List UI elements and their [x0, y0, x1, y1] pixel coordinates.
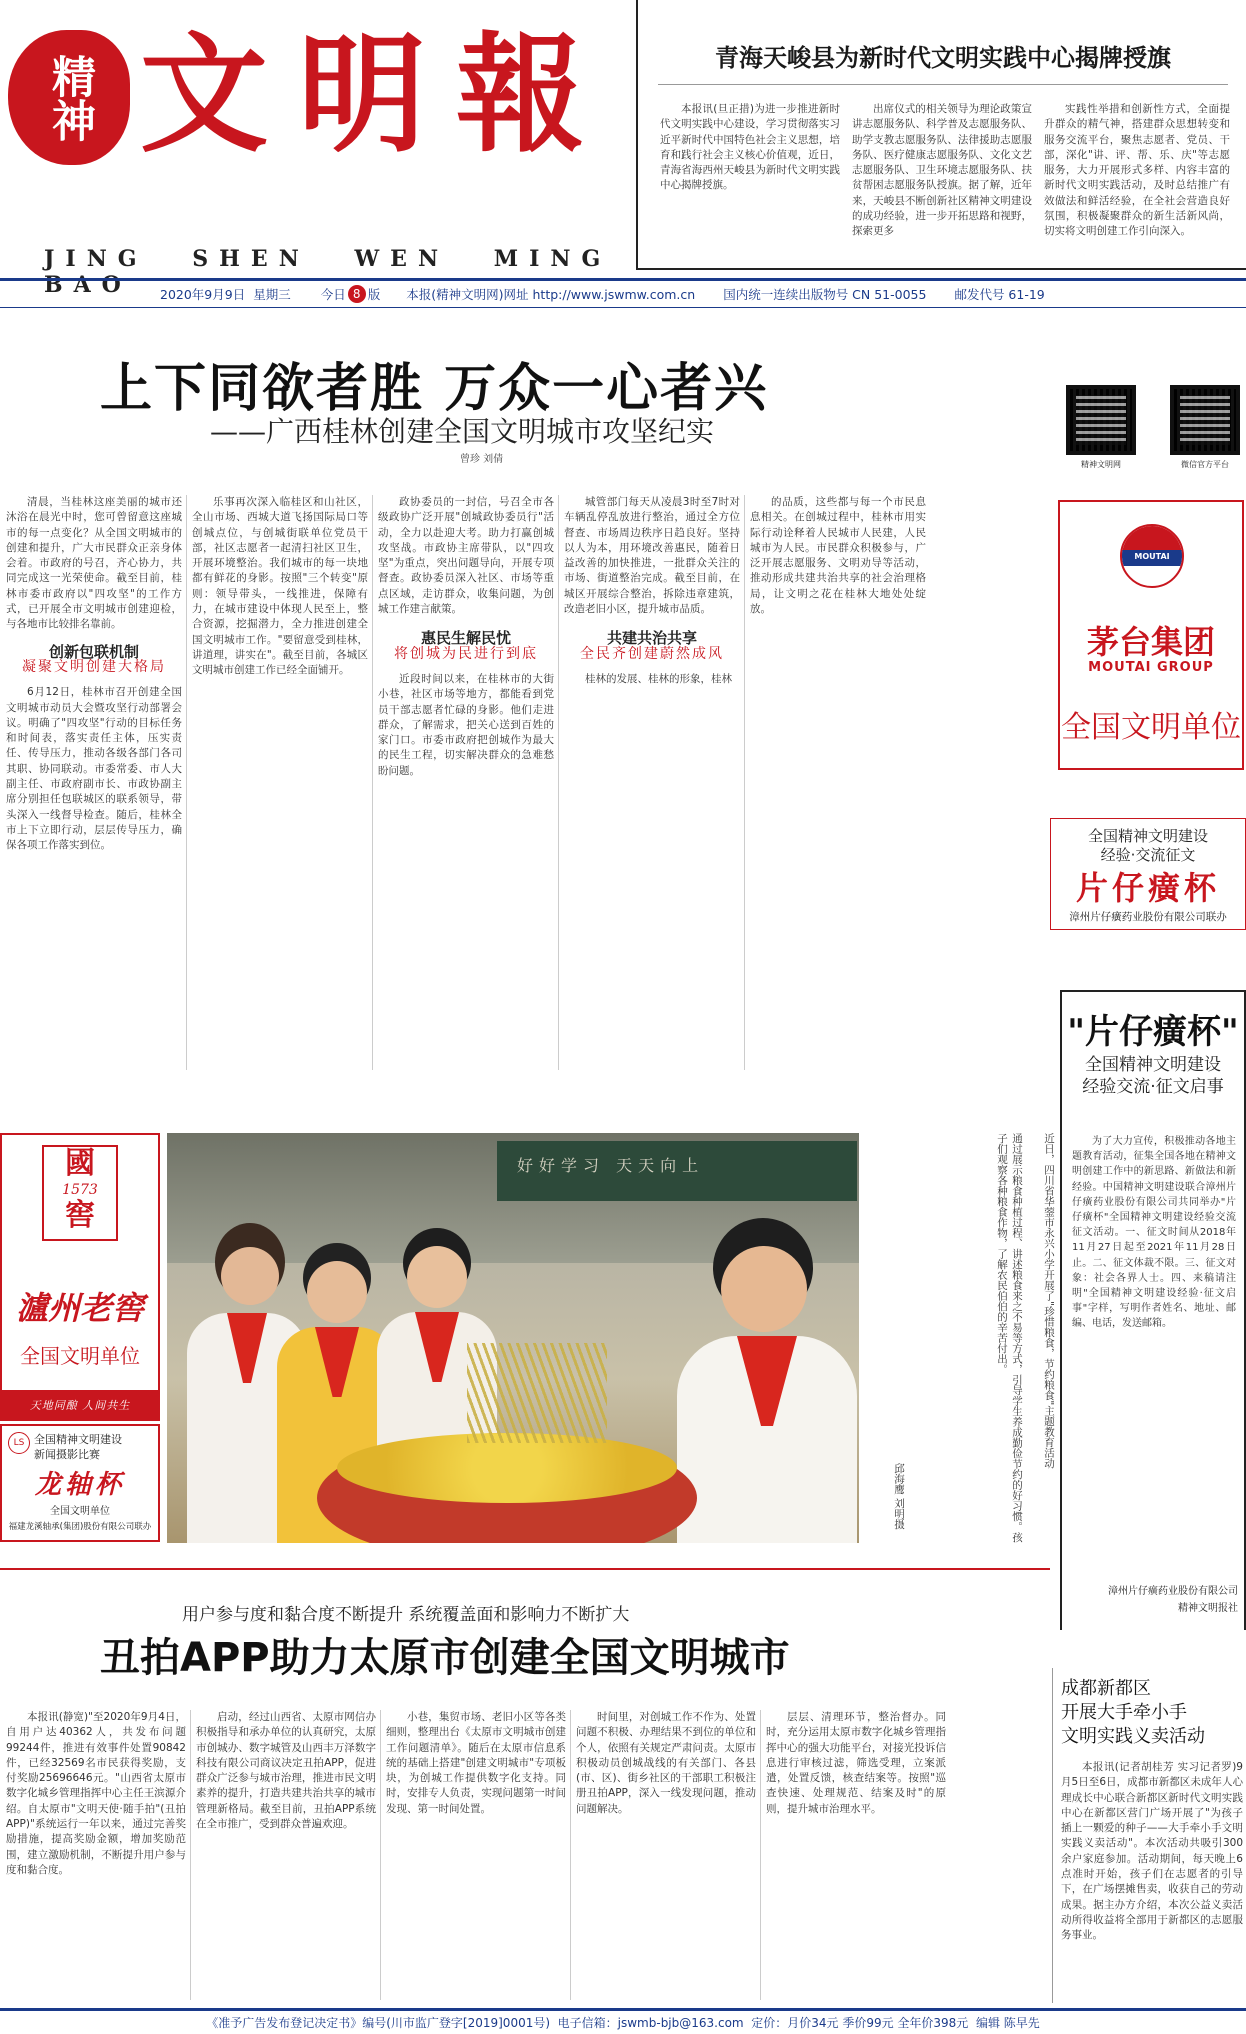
photo-credit: 邱海鹰 刘明摄	[893, 1463, 905, 1530]
side-story-title1: 成都新都区	[1061, 1678, 1151, 1699]
essay-body	[1072, 1134, 1236, 1564]
info-today-suffix: 版	[367, 287, 381, 302]
photo-caption-body: 通过展示粮食种植过程、讲述粮食来之不易等方式，引导学生养成勤俭节约的好习惯。孩子们观察各种粮食作物，了解农民伯伯的辛苦付出。	[996, 1133, 1023, 1543]
qr-codes	[1066, 385, 1246, 475]
masthead-pinyin: JING SHEN WEN MING BAO	[44, 246, 612, 298]
top-story-headline: 青海天峻县为新时代文明实践中心揭牌授旗	[715, 44, 1171, 72]
main-col4-subhead2: 全民齐创建蔚然成风	[580, 645, 724, 662]
info-issn: 国内统一连续出版物号 CN 51-0055	[723, 287, 927, 302]
moutai-ad[interactable]	[1058, 500, 1244, 770]
bottom-col2-text: 启动，经过山西省、太原市网信办积极指导和承办单位的认真研究，太原市创城办、数字城管及山西丰万泽数字科技有限公司商议决定丑拍APP，促进群众广泛参与城市治理，推进市民文明素养的提升，打造共建共治共享的城市管理新格局。截至目前，丑拍APP系统在全市推广，受到群众普遍欢迎。	[196, 1711, 376, 1831]
bottom-col1-text: 本报讯(静宽)"至2020年9月4日，自用户达40362人，共发布问题99244件，推进有效事件处置90842件，已经32569名市民获得奖励，支付奖励25696646元。"山西省太原市数字化城乡管理指挥中心主任王滨源介绍。自太原市"文明天使·随手拍"(丑拍APP)"系统运行一年以来，通过完善奖励措施，提高奖励金额，增加奖励范围，建立激励机制，不断提升用户参与度和黏合度。	[6, 1711, 186, 1876]
qr-code-1-label: 精神文明网	[1081, 460, 1121, 469]
longzhou-brand: 龙轴杯	[34, 1470, 125, 1500]
qr-code-2[interactable]	[1170, 385, 1240, 455]
essay-org1: 漳州片仔癀药业股份有限公司	[1108, 1586, 1238, 1597]
pzh-line1: 全国精神文明建设	[1087, 827, 1208, 845]
main-col5	[750, 495, 926, 1070]
info-bar	[0, 278, 1246, 308]
guojiao-logo	[42, 1145, 118, 1241]
main-col4-body: 城管部门每天从凌晨3时至7时对车辆乱停乱放进行整治，通过全方位督查、市场周边秩序日趋良好。坚持以人为本，用环境改善惠民，随着日益改善的加快推进，一批群众关注的市场、街道整治完成。截至目前，在城区开展综合整治，拆除违章建筑，改造老旧小区，提升城市品质。	[564, 496, 740, 616]
footer-text: 《准予广告发布登记决定书》编号(川市监广登字[2019]0001号) 电子信箱：jswmb-bjb@163.com 定价：月价34元 季价99元 全年价398元 编辑 陈早先	[206, 2016, 1040, 2030]
main-subheadline: ——广西桂林创建全国文明城市攻坚纪实	[210, 415, 715, 448]
main-headline: 上下同欲者胜 万众一心者兴	[100, 359, 769, 419]
guojiao-logo1: 國	[65, 1146, 95, 1181]
bottom-col4	[576, 1710, 756, 2000]
longzhou-line1: 全国精神文明建设	[34, 1433, 122, 1446]
bottom-col4-text: 时间里，对创城工作不作为、处置问题不积极、办理结果不到位的单位和个人，依照有关规定严肃问责。太原市积极动员创城战线的有关部门、各县(市、区)、街乡社区的干部职工积极注册丑拍APP，深入一线发现问题，推动问题解决。	[576, 1711, 756, 1815]
longzhou-line2: 新闻摄影比赛	[34, 1448, 100, 1461]
top-story-box	[636, 0, 1246, 270]
longzhou-company: 福建龙溪轴承(集团)股份有限公司联办	[8, 1522, 152, 1532]
essay-body-text: 为了大力宣传，积极推动各地主题教育活动，征集全国各地在精神文明创建工作中的新思路、新做法和新经验。中国精神文明建设联合漳州片仔癀药业股份有限公司共同举办"片仔癀杯"全国精神文明建设经验交流征文活动。一、征文时间从2018年11月27日起至2021年11月28日止。二、征文体裁不限。三、征文对象：社会各界人士。四、来稿请注明"全国精神文明建设经验·征文启事"字样，写明作者姓名、地址、邮编、电话，发送邮箱。	[1072, 1136, 1236, 1330]
main-col4	[564, 495, 740, 1070]
side-story-body-text: 本报讯(记者胡桂芳 实习记者罗)9月5日至6日，成都市新都区未成年人心理成长中心联合新都区新时代文明实践中心在新都区营门广场开展了"为孩子插上一颗爱的种子——大手牵小手文明实践义卖活动"。本次活动共吸引300余户家庭参加。活动期间，每天晚上6点准时开始，孩子们在志愿者的引导下，在广场摆摊售卖，收获自己的劳动成果。据主办方介绍，本次公益义卖活动所得收益将全部用于新都区的志愿服务事业。	[1061, 1761, 1243, 1942]
main-col1-body: 6月12日，桂林市召开创建全国文明城市动员大会暨攻坚行动部署会议。明确了"四攻坚"行动的目标任务和时间表，落实责任主体，压实责任、传导压力，推动各级各部门各司其职、协同联动。市委常委、市人大副主任、市政府副市长、市政协副主席分别担任包联城区的联系领导，带头深入一线督导检查。随后，桂林全市上下立即行动，层层传导压力，确保各项工作落实到位。	[6, 686, 182, 852]
moutai-name: 茅台集团	[1086, 623, 1215, 661]
moutai-name-en: MOUTAI GROUP	[1088, 660, 1214, 675]
moutai-logo-text: MOUTAI	[1134, 551, 1170, 561]
longzhou-sub: 全国文明单位	[50, 1506, 110, 1517]
masthead-seal-text: 精神	[44, 53, 95, 142]
info-today-prefix: 今日	[320, 287, 346, 302]
info-today-pages: 8	[348, 285, 366, 303]
bottom-col5-text: 层层、清理环节，整治督办。同时，充分运用太原市数字化城乡管理指挥中心的强大功能平台，对接光投诉信息进行审核过滤，筛选受理，立案派遣，处置反馈，核查结案等。按照"巡查快速、处理规范、结案及时"的原则，提升城市治理水平。	[766, 1711, 946, 1815]
info-website[interactable]: 本报(精神文明网)网址 http://www.jswmw.com.cn	[406, 287, 696, 302]
photo-caption-title: 近日，四川省华蓥市永兴小学开展了"珍惜粮食，节约粮食"主题教育活动	[1043, 1133, 1055, 1469]
main-col3	[378, 495, 554, 1070]
guojiao-bottom: 天地同酿 人间共生	[2, 1390, 158, 1419]
top-story-col3	[1044, 102, 1230, 252]
main-col2-body: 乐事再次深入临桂区和山社区，全山市场、西城大道飞扬国际局口等创城点位，与创城街联单位党员干部，社区志愿者一起清扫社区卫生，开展环境整治。我们城市的每一块地都有鲜花的身影。按照"三个转变"原则：领导带头，一线推进，保障有力，在城市建设中体现人民至上，整合资源，挖掘潜力，全力推进创建全国文明城市工作。"要留意受到桂林，讲道理，讲实在"。截至目前，各城区文明城市创建工作已经全面铺开。	[192, 496, 368, 677]
guojiao-ad[interactable]	[0, 1133, 160, 1421]
main-byline: 曾珍 刘倩	[460, 454, 504, 465]
top-story-col2-text: 出席仪式的相关领导为理论政策宣讲志愿服务队、科学普及志愿服务队、助学支教志愿服务队、法律援助志愿服务队、医疗健康志愿服务队、文化文艺志愿服务队、卫生环境志愿服务队、扶贫帮困志愿服务队授旗。据了解，近年来，天峻县不断创新社区精神文明建设的成功经验，进一步开拓思路和视野，探索更多	[852, 103, 1032, 238]
main-col3-subhead2: 将创城为民进行到底	[394, 645, 538, 662]
info-date: 2020年9月9日	[160, 287, 246, 302]
main-col3-subhead: 惠民生解民忧	[420, 629, 511, 648]
bottom-col3	[386, 1710, 566, 2000]
longzhou-logo-icon: LS	[8, 1432, 30, 1454]
main-col1-subhead: 创新包联机制	[48, 642, 139, 661]
qr-code-1[interactable]	[1066, 385, 1136, 455]
side-story-title2: 开展大手牵小手	[1061, 1702, 1187, 1723]
side-story	[1052, 1668, 1246, 2003]
moutai-slogan: 全国文明单位	[1061, 710, 1241, 745]
side-story-title3: 文明实践义卖活动	[1061, 1726, 1205, 1747]
essay-subtitle2: 经验交流·征文启事	[1082, 1077, 1224, 1097]
essay-subtitle1: 全国精神文明建设	[1085, 1055, 1221, 1075]
masthead-title: 文明報	[140, 20, 615, 170]
pzh-line2: 经验·交流征文	[1100, 846, 1196, 864]
essay-title: "片仔癀杯"	[1067, 1012, 1239, 1052]
news-photo: 好好学习 天天向上	[167, 1133, 859, 1543]
pianzaihuang-ad[interactable]	[1050, 818, 1246, 930]
qr-code-2-label: 微信官方平台	[1181, 460, 1229, 469]
main-col1	[6, 495, 182, 1070]
pzh-brand: 片仔癀杯	[1075, 869, 1220, 907]
main-col1-intro: 清晨，当桂林这座美丽的城市还沐浴在晨光中时，您可曾留意这座城市的每一点变化？从全国文明城市的创建和提升，广大市民群众正亲身体会着。市政府的号召，齐心协力，共同完成这一光荣使命。截至目前，桂林市委市政府以"四攻坚"的工作方式，已开展全市文明城市创建迎检，与各地市比较排名靠前。	[6, 496, 182, 631]
guojiao-slogan: 全国文明单位	[20, 1344, 140, 1368]
essay-notice	[1060, 990, 1246, 1630]
moutai-logo	[1120, 524, 1184, 588]
main-col2	[192, 495, 368, 1070]
photo-caption	[866, 1133, 1056, 1545]
info-postal: 邮发代号 61-19	[954, 287, 1045, 302]
top-story-col3-text: 实践性举措和创新性方式，全面提升群众的精气神，搭建群众思想转变和服务交流平台，聚焦志愿者、党员、干部，深化"讲、评、帮、乐、庆"等志愿服务，大力开展形式多样、内容丰富的新时代文明实践活动，及时总结推广有效做法和鲜活经验，在全社会营造良好氛围，积极凝聚群众的新生活新风尚，切实将文明创建工作引向深入。	[1044, 103, 1230, 238]
top-story-col1-text: 本报讯(旦正措)为进一步推进新时代文明实践中心建设，学习贯彻落实习近平新时代中国特色社会主义思想，培育和践行社会主义核心价值观，近日，青海省海西州天峻县为新时代文明实践中心揭牌授旗。	[660, 103, 840, 192]
masthead-seal	[8, 30, 130, 165]
main-col4-body2: 桂林的发展、桂林的形象，桂林	[585, 672, 732, 685]
bottom-col5	[766, 1710, 946, 2000]
longzhou-ad[interactable]	[0, 1424, 160, 1542]
main-col5-body: 的品质，这些都与每一个市民息息相关。在创城过程中，桂林市用实际行动诠释着人民城市人民建，人民城市为人民。市民群众积极参与，广泛开展志愿服务、文明劝导等活动，推动形成共建共治共享的社会治理格局，让文明之花在桂林大地处处绽放。	[750, 496, 926, 616]
top-story-col1	[660, 102, 840, 252]
guojiao-year: 1573	[62, 1182, 98, 1198]
main-col3-body: 政协委员的一封信，号召全市各级政协广泛开展"创城政协委员行"活动，全力以赴迎大考。助力打赢创城攻坚战。市政协主席带队，以"四攻坚"为重点，突出问题导向，开展专项督查。政协委员深入社区、市场等重点区域，走访群众，收集问题，为创城工作建言献策。	[378, 496, 554, 616]
guojiao-brand: 瀘州老窖	[15, 1289, 144, 1327]
bottom-col2	[196, 1710, 376, 2000]
main-col1-subhead2: 凝聚文明创建大格局	[22, 658, 166, 675]
footer-bar	[0, 2008, 1246, 2034]
bottom-headline: 丑拍APP助力太原市创建全国文明城市	[100, 1635, 790, 1681]
bottom-col3-text: 小巷，集贸市场、老旧小区等各类细则，整理出台《太原市文明城市创建工作问题清单》。随后在太原市信息系统的基础上搭建"创建文明城市"专项板块，为创城工作提供数字化支持。同时，安排专人负责，实现问题第一时间发现、第一时间处置。	[386, 1711, 566, 1815]
pzh-company: 漳州片仔癀药业股份有限公司联办	[1069, 911, 1227, 923]
side-story-body	[1061, 1760, 1243, 1998]
bottom-kicker: 用户参与度和黏合度不断提升 系统覆盖面和影响力不断扩大	[182, 1605, 630, 1625]
main-col3-body2: 近段时间以来，在桂林市的大街小巷，社区市场等地方，都能看到党员干部志愿者忙碌的身影。他们走进群众，了解需求，把关心送到百姓的家门口。市委市政府把创城作为最大的民生工程，切实解决群众的急难愁盼问题。	[378, 672, 554, 777]
top-story-col2	[852, 102, 1032, 252]
bottom-col1	[6, 1710, 186, 2000]
essay-org2: 精神文明报社	[1178, 1603, 1238, 1614]
guojiao-logo2: 窖	[65, 1198, 95, 1233]
main-col4-subhead: 共建共治共享	[606, 629, 697, 648]
info-weekday: 星期三	[253, 287, 291, 302]
